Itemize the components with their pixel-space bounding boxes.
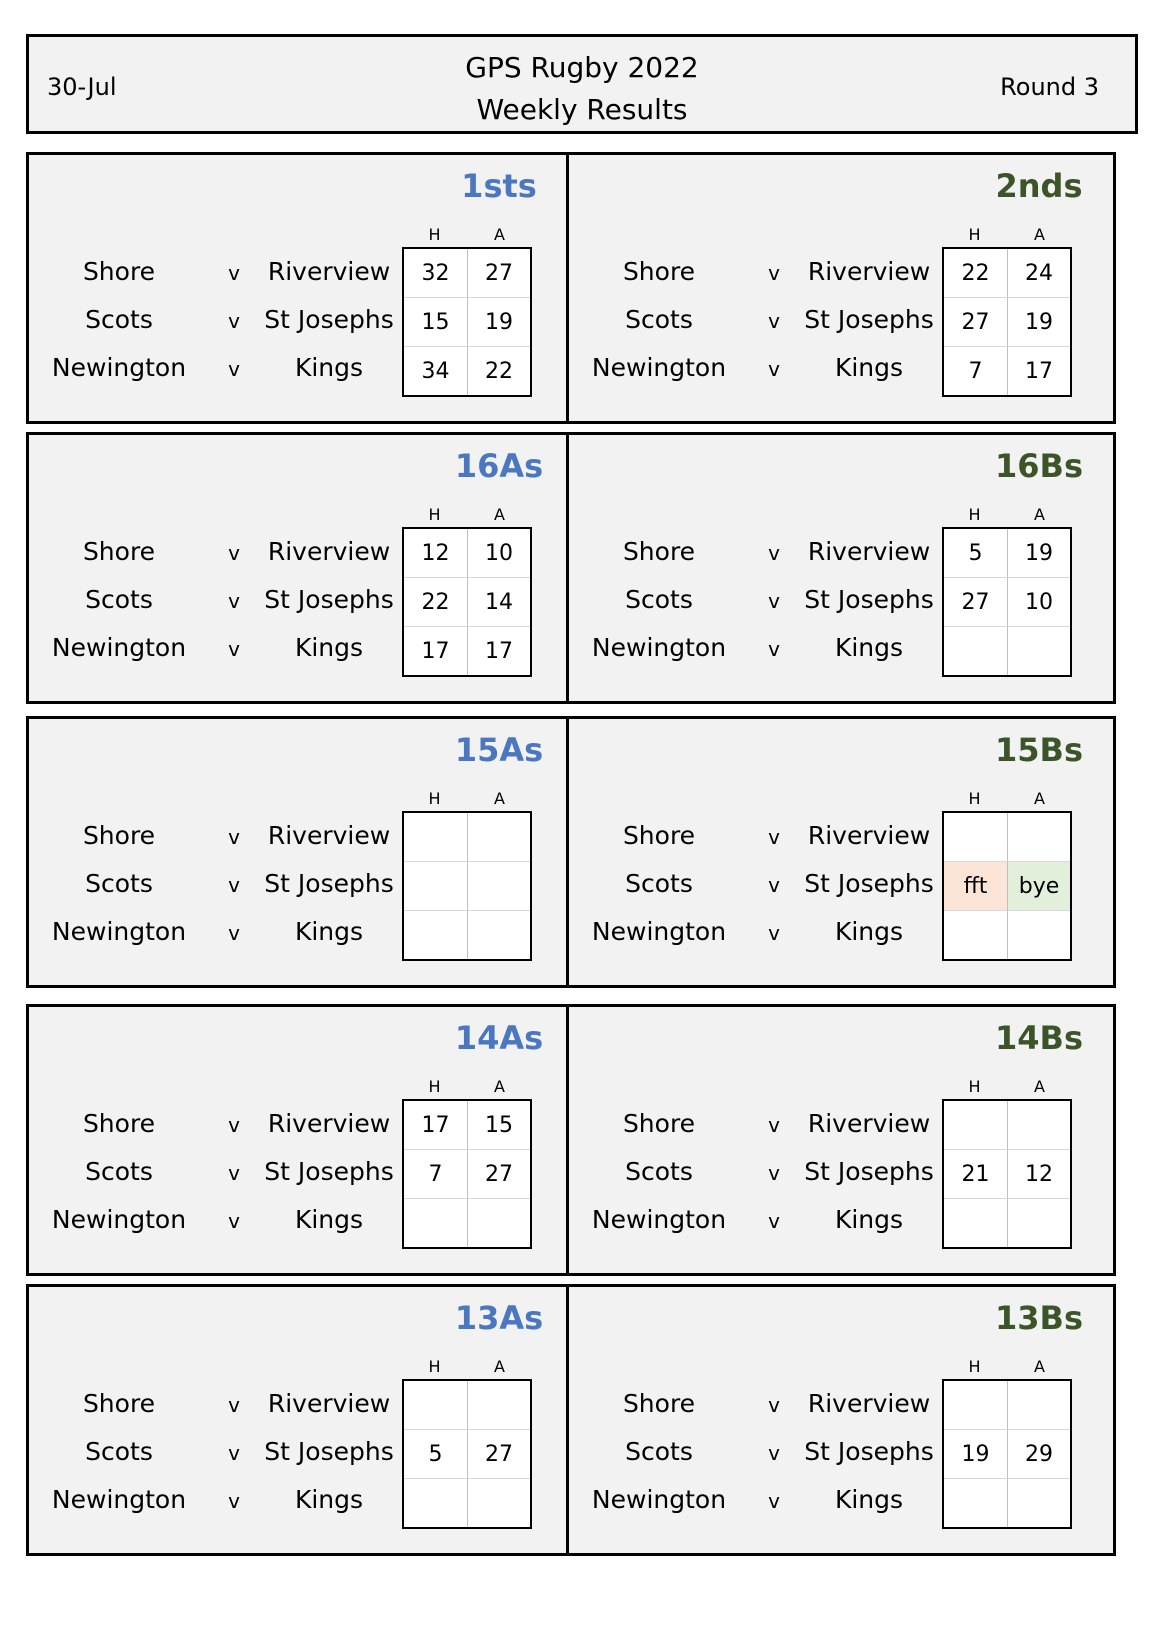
match-row <box>569 1195 949 1245</box>
match-row <box>29 343 409 393</box>
away-team: St Josephs <box>264 585 394 614</box>
home-team: Newington <box>591 1485 727 1514</box>
score-table <box>942 1099 1072 1249</box>
versus-label: v <box>228 1161 240 1185</box>
results-panel <box>26 1004 576 1276</box>
home-team: Scots <box>85 869 153 898</box>
home-score-cell: 5 <box>944 529 1008 578</box>
away-score-header: A <box>494 789 505 808</box>
away-score-header: A <box>1034 505 1045 524</box>
away-team: Kings <box>294 353 364 382</box>
match-row <box>569 1099 949 1149</box>
away-team: Riverview <box>267 257 391 286</box>
away-team: St Josephs <box>264 869 394 898</box>
away-score-cell <box>468 1479 530 1527</box>
match-row <box>29 575 409 625</box>
away-score-cell: 27 <box>468 1150 530 1199</box>
results-panel <box>566 152 1116 424</box>
versus-label: v <box>768 637 780 661</box>
away-score-cell: 29 <box>1008 1430 1070 1479</box>
away-team: St Josephs <box>264 305 394 334</box>
home-score-cell: 27 <box>944 578 1008 627</box>
results-panel <box>26 1284 576 1556</box>
panel-title: 15As <box>454 731 544 769</box>
away-score-header: A <box>494 225 505 244</box>
home-team: Newington <box>51 633 187 662</box>
match-row <box>569 907 949 957</box>
away-score-cell: 27 <box>468 1430 530 1479</box>
home-score-cell <box>944 911 1008 959</box>
home-score-header: H <box>968 1357 981 1376</box>
away-team: Kings <box>294 917 364 946</box>
away-score-cell <box>1008 1479 1070 1527</box>
away-team: Riverview <box>267 1109 391 1138</box>
home-score-header: H <box>968 1077 981 1096</box>
home-team: Shore <box>622 821 696 850</box>
away-score-cell: 27 <box>468 249 530 298</box>
match-row <box>569 1427 949 1477</box>
away-score-cell: 17 <box>1025 359 1053 384</box>
away-team: Riverview <box>267 821 391 850</box>
results-panel <box>566 1284 1116 1556</box>
home-team: Newington <box>51 1205 187 1234</box>
home-team: Scots <box>85 1437 153 1466</box>
away-score-cell <box>1008 1101 1070 1150</box>
home-score-cell: 17 <box>404 627 468 675</box>
versus-label: v <box>228 1209 240 1233</box>
versus-label: v <box>228 873 240 897</box>
away-team: St Josephs <box>804 1157 934 1186</box>
home-team: Scots <box>625 585 693 614</box>
away-score-header: A <box>1034 1357 1045 1376</box>
home-team: Shore <box>622 257 696 286</box>
away-score-cell <box>468 1381 530 1430</box>
versus-label: v <box>768 1161 780 1185</box>
versus-label: v <box>768 357 780 381</box>
match-row <box>569 1379 949 1429</box>
versus-label: v <box>228 589 240 613</box>
away-score-cell <box>1008 911 1070 959</box>
home-score-header: H <box>428 505 441 524</box>
versus-label: v <box>228 541 240 565</box>
home-team: Shore <box>622 1389 696 1418</box>
away-score-cell: 19 <box>468 298 530 347</box>
panel-title: 16As <box>454 447 544 485</box>
home-score-cell: 34 <box>404 347 468 395</box>
away-team: Kings <box>834 1485 904 1514</box>
versus-label: v <box>228 921 240 945</box>
home-team: Shore <box>82 1389 156 1418</box>
away-team: St Josephs <box>804 305 934 334</box>
home-team: Shore <box>82 257 156 286</box>
away-score-cell: 19 <box>1008 298 1070 347</box>
versus-label: v <box>768 589 780 613</box>
versus-label: v <box>768 541 780 565</box>
score-table <box>402 1379 532 1529</box>
results-header <box>26 34 1138 134</box>
home-score-cell <box>944 1381 1008 1430</box>
home-score-cell: 17 <box>404 1101 468 1150</box>
home-team: Newington <box>51 917 187 946</box>
home-team: Shore <box>82 821 156 850</box>
away-team: Riverview <box>807 1389 931 1418</box>
home-score-cell <box>404 1381 468 1430</box>
away-team: St Josephs <box>264 1437 394 1466</box>
away-score-cell: 10 <box>468 529 530 578</box>
home-team: Scots <box>85 1157 153 1186</box>
panel-title: 14Bs <box>995 1019 1083 1057</box>
home-score-cell: 15 <box>404 298 468 347</box>
panel-title: 15Bs <box>995 731 1083 769</box>
away-team: Riverview <box>807 537 931 566</box>
match-row <box>29 1147 409 1197</box>
home-score-header: H <box>968 789 981 808</box>
away-score-cell <box>1008 627 1070 675</box>
match-row <box>29 1427 409 1477</box>
away-score-cell: 19 <box>1008 529 1070 578</box>
panel-title: 1sts <box>461 167 537 205</box>
results-panel <box>566 716 1116 988</box>
away-score-cell: 17 <box>485 639 513 664</box>
away-score-cell: 22 <box>485 359 513 384</box>
versus-label: v <box>768 1209 780 1233</box>
match-row <box>569 343 949 393</box>
home-score-cell <box>944 1199 1008 1247</box>
away-score-cell <box>1008 1381 1070 1430</box>
away-score-cell <box>1008 813 1070 862</box>
away-team: Riverview <box>267 1389 391 1418</box>
away-score-cell: 24 <box>1008 249 1070 298</box>
home-score-header: H <box>428 1077 441 1096</box>
away-team: St Josephs <box>804 1437 934 1466</box>
results-panel <box>566 1004 1116 1276</box>
home-team: Newington <box>591 917 727 946</box>
home-team: Newington <box>591 1205 727 1234</box>
away-score-cell <box>1008 1199 1070 1247</box>
away-team: St Josephs <box>264 1157 394 1186</box>
away-team: Kings <box>294 1205 364 1234</box>
home-score-cell <box>404 911 468 959</box>
home-score-cell <box>944 1101 1008 1150</box>
header-title-line1: GPS Rugby 2022 <box>465 51 699 84</box>
results-panel <box>566 432 1116 704</box>
match-row <box>29 811 409 861</box>
away-score-cell <box>468 1199 530 1247</box>
match-row <box>569 1147 949 1197</box>
away-team: Riverview <box>807 1109 931 1138</box>
versus-label: v <box>228 309 240 333</box>
match-row <box>569 1475 949 1525</box>
away-score-cell: 12 <box>1008 1150 1070 1199</box>
match-row <box>29 247 409 297</box>
versus-label: v <box>228 637 240 661</box>
home-team: Newington <box>51 353 187 382</box>
away-score-cell <box>468 862 530 911</box>
match-row <box>29 623 409 673</box>
home-score-cell: 7 <box>404 1150 468 1199</box>
home-score-header: H <box>428 789 441 808</box>
panel-title: 16Bs <box>995 447 1083 485</box>
home-score-cell: 21 <box>944 1150 1008 1199</box>
panel-title: 2nds <box>995 167 1083 205</box>
versus-label: v <box>228 261 240 285</box>
home-score-cell <box>944 1479 1008 1527</box>
match-row <box>569 623 949 673</box>
away-team: Kings <box>834 917 904 946</box>
match-row <box>569 527 949 577</box>
panel-title: 13As <box>454 1299 544 1337</box>
home-team: Newington <box>591 353 727 382</box>
away-score-header: A <box>1034 1077 1045 1096</box>
home-score-header: H <box>968 225 981 244</box>
match-row <box>569 575 949 625</box>
home-score-header: H <box>428 225 441 244</box>
home-team: Scots <box>85 585 153 614</box>
score-table <box>402 247 532 397</box>
versus-label: v <box>768 1393 780 1417</box>
home-team: Scots <box>625 1437 693 1466</box>
home-score-cell <box>404 1199 468 1247</box>
home-score-cell <box>944 627 1008 675</box>
away-team: Riverview <box>807 821 931 850</box>
header-title-line2: Weekly Results <box>476 93 688 126</box>
home-team: Shore <box>622 537 696 566</box>
home-score-cell: 19 <box>944 1430 1008 1479</box>
away-team: Kings <box>834 353 904 382</box>
home-score-cell: 22 <box>404 578 468 627</box>
score-table <box>402 811 532 961</box>
match-row <box>29 1475 409 1525</box>
versus-label: v <box>768 309 780 333</box>
home-score-cell: 22 <box>944 249 1008 298</box>
versus-label: v <box>228 1393 240 1417</box>
versus-label: v <box>768 1441 780 1465</box>
home-score-header: H <box>428 1357 441 1376</box>
away-score-header: A <box>1034 225 1045 244</box>
versus-label: v <box>228 1113 240 1137</box>
header-date: 30-Jul <box>47 73 117 101</box>
away-team: Kings <box>294 633 364 662</box>
score-table <box>942 247 1072 397</box>
score-table <box>942 527 1072 677</box>
home-team: Scots <box>625 869 693 898</box>
away-score-cell: bye <box>1008 862 1070 911</box>
match-row <box>29 1099 409 1149</box>
away-team: St Josephs <box>804 869 934 898</box>
away-score-cell: 14 <box>468 578 530 627</box>
home-team: Newington <box>51 1485 187 1514</box>
away-team: Riverview <box>807 257 931 286</box>
away-score-cell <box>468 813 530 862</box>
away-team: St Josephs <box>804 585 934 614</box>
away-score-header: A <box>494 505 505 524</box>
home-score-cell: 27 <box>944 298 1008 347</box>
versus-label: v <box>768 921 780 945</box>
away-score-cell <box>468 911 530 959</box>
home-score-cell <box>404 813 468 862</box>
home-score-cell: 5 <box>404 1430 468 1479</box>
home-score-cell <box>944 813 1008 862</box>
versus-label: v <box>768 1113 780 1137</box>
match-row <box>29 1379 409 1429</box>
results-panel <box>26 152 576 424</box>
home-team: Scots <box>625 305 693 334</box>
match-row <box>569 859 949 909</box>
match-row <box>569 247 949 297</box>
home-score-cell <box>404 1479 468 1527</box>
score-table <box>942 811 1072 961</box>
away-score-header: A <box>1034 789 1045 808</box>
versus-label: v <box>768 261 780 285</box>
home-score-cell: fft <box>944 862 1008 911</box>
away-team: Riverview <box>267 537 391 566</box>
away-score-header: A <box>494 1077 505 1096</box>
panel-title: 13Bs <box>995 1299 1083 1337</box>
away-score-cell: 10 <box>1008 578 1070 627</box>
away-score-cell: 15 <box>468 1101 530 1150</box>
home-team: Scots <box>85 305 153 334</box>
versus-label: v <box>768 825 780 849</box>
score-table <box>402 527 532 677</box>
match-row <box>569 295 949 345</box>
versus-label: v <box>768 873 780 897</box>
away-team: Kings <box>834 1205 904 1234</box>
results-panel <box>26 432 576 704</box>
home-score-cell: 7 <box>944 347 1008 395</box>
versus-label: v <box>768 1489 780 1513</box>
match-row <box>29 859 409 909</box>
home-team: Shore <box>82 537 156 566</box>
versus-label: v <box>228 357 240 381</box>
home-team: Scots <box>625 1157 693 1186</box>
away-score-header: A <box>494 1357 505 1376</box>
home-score-cell: 32 <box>404 249 468 298</box>
match-row <box>29 907 409 957</box>
panel-title: 14As <box>454 1019 544 1057</box>
home-score-header: H <box>968 505 981 524</box>
score-table <box>942 1379 1072 1529</box>
home-score-cell <box>404 862 468 911</box>
versus-label: v <box>228 1441 240 1465</box>
header-round: Round 3 <box>1000 73 1099 101</box>
away-team: Kings <box>834 633 904 662</box>
versus-label: v <box>228 825 240 849</box>
match-row <box>29 1195 409 1245</box>
header-title <box>29 47 1135 131</box>
home-team: Shore <box>82 1109 156 1138</box>
score-table <box>402 1099 532 1249</box>
versus-label: v <box>228 1489 240 1513</box>
home-team: Shore <box>622 1109 696 1138</box>
home-team: Newington <box>591 633 727 662</box>
results-panel <box>26 716 576 988</box>
home-score-cell: 12 <box>404 529 468 578</box>
away-team: Kings <box>294 1485 364 1514</box>
match-row <box>569 811 949 861</box>
match-row <box>29 295 409 345</box>
match-row <box>29 527 409 577</box>
